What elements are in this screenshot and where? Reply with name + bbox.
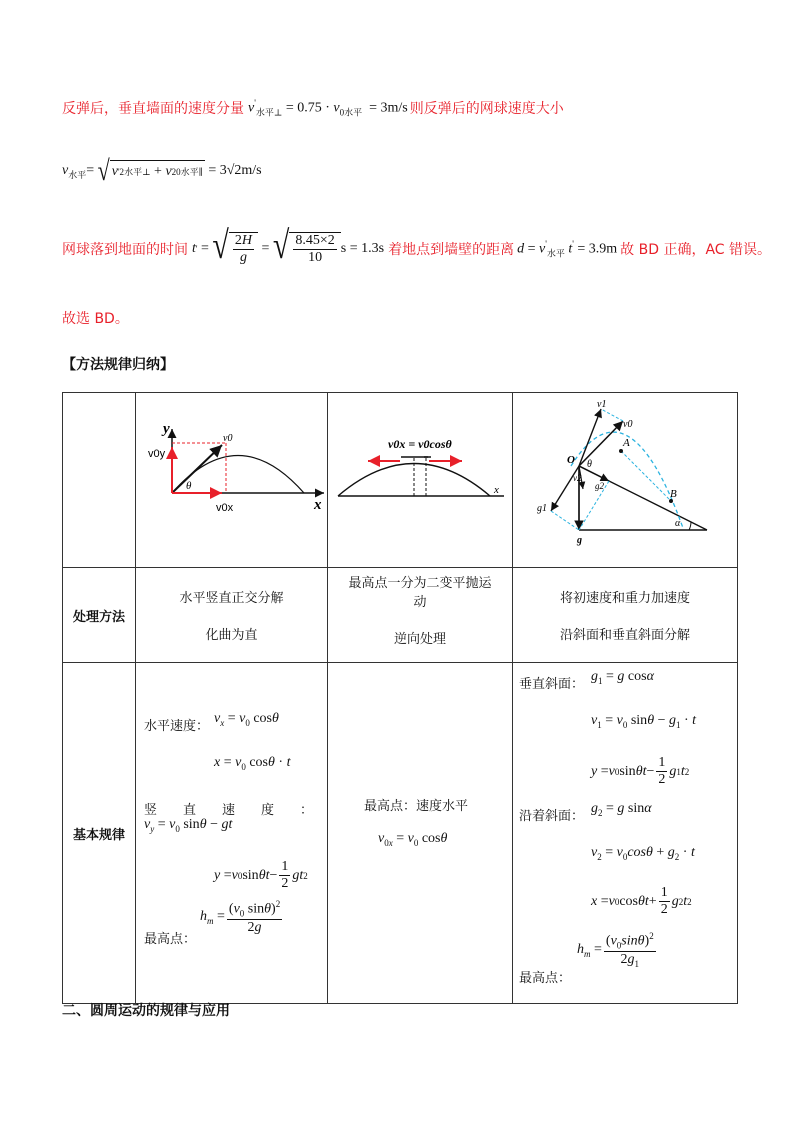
table-row-laws (63, 663, 738, 1004)
formula-v2: $v_2 = v_0\cos\theta + g_2 \cdot t$ (591, 845, 695, 862)
formula-x-incline: x = v 0 cos θt + $\frac{1}{2}$ g 2 t 2 (591, 885, 692, 918)
para-fall-time (62, 224, 772, 268)
formula-g1: $g_1 = g$ cosα (591, 669, 654, 686)
formula-y: y = v 0 sin θt − $\frac{1}{2}$ gt 2 (214, 859, 308, 892)
method-3-line-2: 沿斜面和垂直斜面分解 (559, 628, 690, 643)
method-heading: 【方法规律归纳】 (62, 357, 174, 373)
formula-vx: $v_x = v_0$ cosθ (214, 711, 279, 728)
para3-text-a: 网球落到地面的时间 (62, 242, 188, 259)
label-v0x-eq: v0x = v0cosθ (388, 437, 452, 451)
label-alpha: α (675, 518, 681, 529)
para-rebound-speed (62, 154, 262, 187)
label-g1: g1 (537, 503, 547, 514)
formula-g2: $g_2 = g$ sinα (591, 801, 652, 818)
label-along: 沿着斜面： (519, 809, 585, 824)
law-cell-1 (136, 663, 328, 1004)
method-cell-2 (328, 568, 513, 663)
law-cell-2 (328, 663, 513, 1004)
point-a (619, 449, 623, 453)
para1-text-b: 则反弹后的网球速度大小 (409, 101, 564, 118)
v1-vector (579, 409, 601, 466)
para3-text-c: 故 BD 正确，AC 错误。 (620, 242, 772, 259)
label-y: y (163, 421, 170, 437)
figure-cell-oblique (136, 393, 328, 568)
label-vertical-velocity: 竖 直 速 度 ： (144, 803, 314, 818)
empty-cell (63, 393, 136, 568)
method-cell-1 (136, 568, 328, 663)
section-two-heading: 二、圆周运动的规律与应用 (62, 1003, 230, 1019)
label-o: O (567, 454, 575, 466)
g2-vector (579, 466, 609, 481)
method-1-line-2: 化曲为直 (205, 628, 258, 643)
formula-x: $x = v_0$ cosθ · t (214, 755, 291, 772)
label-g: g (577, 535, 582, 546)
figure-oblique-decomposition (136, 393, 327, 563)
label-v2: v2 (573, 473, 582, 483)
method-3-line-1: 将初速度和重力加速度 (559, 591, 690, 606)
formula-landing-distance: $d = v'_{水平}$ t' = 3.9m (517, 238, 618, 259)
label-theta: θ (587, 459, 592, 470)
label-x: x (494, 484, 499, 496)
label-top-point-incline: 最高点： (519, 971, 572, 986)
label-horizontal-velocity: 水平速度： (144, 719, 210, 734)
formula-vy: $v_y = v_0$ sinθ − gt (144, 817, 233, 834)
v0-vector (579, 421, 623, 466)
label-v0y: v0y (148, 448, 166, 460)
formula-v1: $v_1 = v_0$ $\sin\theta - g_1 \cdot t$ (591, 713, 697, 730)
row-label-law: 基本规律 (63, 663, 136, 1004)
law-cell-3 (513, 663, 738, 1004)
label-v0: v0 (223, 433, 233, 444)
method-table (62, 392, 738, 1004)
figure-incline-decomposition (513, 393, 737, 563)
formula-perp-velocity: $v'_{水平\perp} = 0.75 \cdot v_{0水平} = 3m/s$ (248, 98, 408, 118)
table-row-methods (63, 568, 738, 663)
v0-vector (172, 445, 222, 493)
para-rebound-perpendicular (62, 98, 564, 118)
label-v0x: v0x (216, 502, 234, 514)
method-cell-3 (513, 568, 738, 663)
method-1-line-1: 水平竖直正交分解 (179, 591, 284, 606)
formula-hm: $h_m$ = $\frac{(v_0 \sin\theta)^2}{2g}$ (200, 899, 281, 935)
formula-rebound-speed: $v_{水平}=$ √ v '2 水平⊥ + v 2 0水平∥ = 3√2m/s (62, 154, 262, 187)
label-g2: g2 (595, 481, 604, 491)
label-v1: v1 (597, 399, 607, 410)
para3-text-b: 着地点到墙壁的距离 (388, 242, 515, 259)
label-theta: θ (186, 480, 192, 492)
para-answer (62, 308, 129, 328)
answer-text: 故选 BD。 (62, 311, 129, 327)
table-row-figures (63, 393, 738, 568)
para1-text-a: 反弹后，垂直墙面的速度分量 (62, 101, 244, 118)
label-b: B (670, 488, 677, 500)
label-top-horizontal: 最高点：速度水平 (364, 799, 469, 814)
label-perpendicular: 垂直斜面： (519, 677, 585, 692)
row-label-method: 处理方法 (63, 568, 136, 663)
method-2-line-1b: 动 (413, 595, 427, 610)
label-v0: v0 (623, 419, 633, 430)
label-top-point: 最高点： (144, 932, 197, 947)
label-x: x (314, 497, 322, 513)
figure-cell-top-split (328, 393, 513, 568)
formula-hm-incline: $h_m$ = $\frac{(v_0\sin\theta)^2}{2g_1}$ (577, 931, 654, 969)
formula-fall-time: t ' = √ $\frac{2H}{g}$ = √ $\frac{8.45\times 2}{10}$ s = 1.3s (192, 224, 385, 268)
formula-y-incline: y = v 0 sin θt − $\frac{1}{2}$ g 1 t 2 (591, 755, 690, 788)
method-2-line-1: 最高点一分为二变平抛运 (348, 576, 492, 591)
formula-v0x: $v_{0x} = v_0$ cosθ (378, 831, 448, 848)
figure-cell-incline (513, 393, 738, 568)
label-a: A (623, 437, 630, 449)
figure-top-split (328, 393, 512, 563)
method-2-line-2: 逆向处理 (393, 632, 446, 647)
